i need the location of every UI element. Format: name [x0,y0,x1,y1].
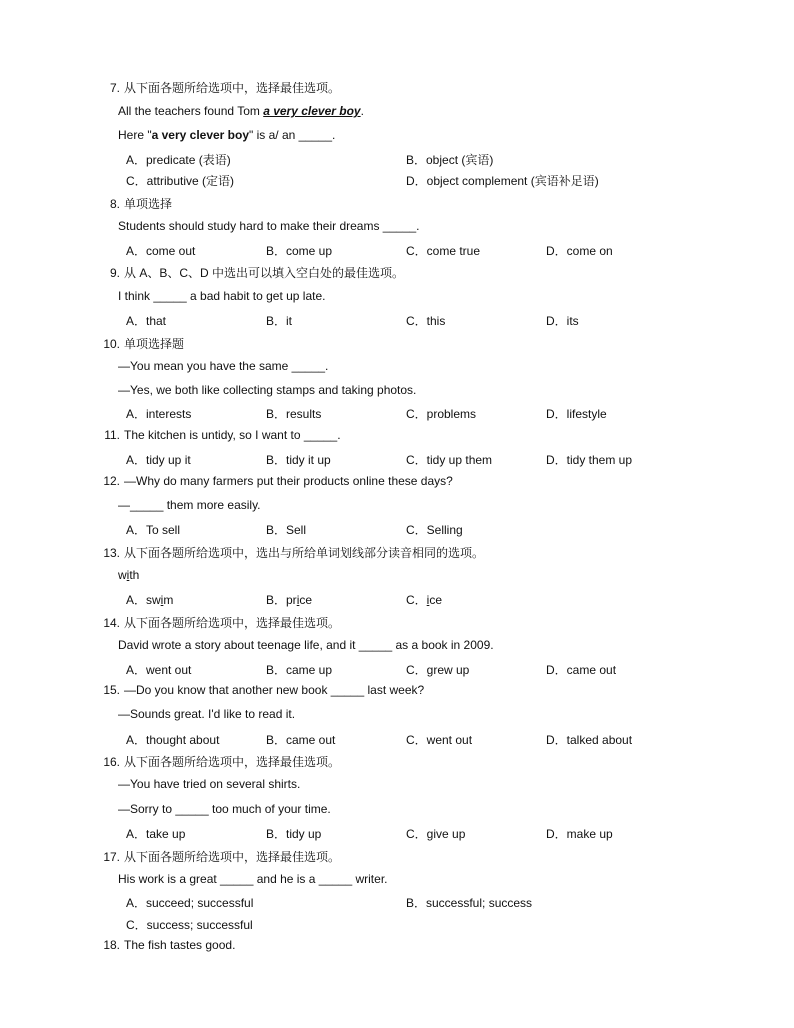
question-8-sentence: Students should study hard to make their dreams _____. [118,219,420,233]
underlined-letter: i [296,593,300,607]
question-7-title [100,79,340,96]
question-text: 从下面各题所给选项中，选择最佳选项。 [124,850,341,864]
q14-option-a: A．went out [126,663,192,677]
question-number: 14. [103,616,120,630]
question-7-sentence [118,104,364,118]
q11-option-c: C．tidy up them [406,453,493,467]
question-number: 7. [109,81,120,95]
q11-option-d: D．tidy them up [546,453,633,467]
prompt-text: Here " [118,128,152,142]
question-number: 18. [103,938,120,952]
question-number: 12. [103,474,120,488]
question-number: 15. [103,683,120,697]
emphasized-phrase: a very clever boy [263,104,361,118]
q9-option-b: B．it [266,314,293,328]
question-7-prompt [118,128,335,142]
q15-option-d: D．talked about [546,733,633,747]
q8-option-c: C．come true [406,244,481,258]
q16-option-a: A．take up [126,827,186,841]
question-number: 9. [109,266,120,280]
q14-option-d: D．came out [546,663,617,677]
question-12-line-1: —_____ them more easily. [118,498,261,512]
q9-option-d: D．its [546,314,579,328]
word-part: w [118,568,127,582]
question-13-title [100,544,484,561]
question-10-title [100,335,184,352]
q8-option-d: D．come on [546,244,613,258]
q15-option-b: B．came out [266,733,336,747]
question-9-title [100,264,404,281]
question-14-title [100,614,340,631]
q9-option-a: A．that [126,314,167,328]
question-9-sentence: I think _____ a bad habit to get up late. [118,289,326,303]
q17-option-c: C．success; successful [126,918,253,932]
q7-option-b: B．object (宾语) [406,153,494,167]
question-15-line-1: —Sounds great. I'd like to read it. [118,707,296,721]
q14-option-b: B．came up [266,663,333,677]
question-11-title [100,428,341,442]
question-17-sentence: His work is a great _____ and he is a _____ writer. [118,872,388,886]
q13-option-b [266,591,312,608]
prompt-text: " is a/ an _____. [249,128,336,142]
q13-option-a [126,591,173,608]
question-text: 从下面各题所给选项中，选择最佳选项。 [124,755,341,769]
option-text: ce [299,593,313,607]
question-18-title [100,938,235,952]
question-number: 10. [103,337,120,351]
question-text: —Do you know that another new book _____ last week? [124,683,425,697]
question-number: 8. [109,197,120,211]
question-10-line-2: —Yes, we both like collecting stamps and taking photos. [118,383,417,397]
question-text: 单项选择 [124,197,173,211]
q15-option-c: C．went out [406,733,473,747]
q17-option-b: B．successful; success [406,896,533,910]
question-8-title [100,195,172,212]
q14-option-c: C．grew up [406,663,470,677]
question-text: 从下面各题所给选项中，选择最佳选项。 [124,81,341,95]
q12-option-a: A．To sell [126,523,181,537]
option-text: ce [429,593,443,607]
question-14-sentence: David wrote a story about teenage life, and it _____ as a book in 2009. [118,638,494,652]
q8-option-a: A．come out [126,244,196,258]
underlined-letter: i [160,593,164,607]
question-text: —Why do many farmers put their products online these days? [124,474,453,488]
question-text: 单项选择题 [124,337,185,351]
underlined-letter: i [126,568,130,582]
q8-option-b: B．come up [266,244,333,258]
option-text: m [163,593,174,607]
option-text: B．pr [266,593,297,607]
question-12-title [100,474,453,488]
q10-option-c: C．problems [406,407,477,421]
option-text: A．sw [126,593,161,607]
option-text: C． [406,593,427,607]
question-number: 11. [104,428,120,442]
sentence-text: . [360,104,364,118]
question-text: The kitchen is untidy, so I want to _____. [124,428,341,442]
question-16-line-2: —Sorry to _____ too much of your time. [118,802,331,816]
question-17-title [100,848,340,865]
q9-option-c: C．this [406,314,446,328]
bold-phrase: a very clever boy [151,128,250,142]
question-16-line-1: —You have tried on several shirts. [118,777,301,791]
q7-option-d: D．object complement (宾语补足语) [406,174,599,188]
underlined-letter: i [426,593,430,607]
q12-option-b: B．Sell [266,523,307,537]
question-text: 从下面各题所给选项中，选择最佳选项。 [124,616,341,630]
question-text: The fish tastes good. [124,938,236,952]
q12-option-c: C．Selling [406,523,463,537]
q10-option-a: A．interests [126,407,192,421]
question-number: 16. [103,755,120,769]
question-13-word [118,568,139,582]
question-number: 13. [103,546,120,560]
q16-option-b: B．tidy up [266,827,322,841]
q13-option-c [406,591,442,608]
question-text: 从下面各题所给选项中，选出与所给单词划线部分读音相同的选项。 [124,546,485,560]
q11-option-a: A．tidy up it [126,453,191,467]
q16-option-c: C．give up [406,827,466,841]
word-part: th [129,568,140,582]
sentence-text: All the teachers found Tom [118,104,264,118]
q10-option-b: B．results [266,407,322,421]
q7-option-a: A．predicate (表语) [126,153,231,167]
q16-option-d: D．make up [546,827,613,841]
question-text: 从 A、B、C、D 中选出可以填入空白处的最佳选项。 [124,266,405,280]
question-number: 17. [103,850,120,864]
q10-option-d: D．lifestyle [546,407,607,421]
question-15-title [100,683,424,697]
question-16-title [100,753,340,770]
q7-option-c: C．attributive (定语) [126,174,235,188]
q17-option-a: A．succeed; successful [126,896,254,910]
q15-option-a: A．thought about [126,733,220,747]
q11-option-b: B．tidy it up [266,453,331,467]
question-10-line-1: —You mean you have the same _____. [118,359,329,373]
